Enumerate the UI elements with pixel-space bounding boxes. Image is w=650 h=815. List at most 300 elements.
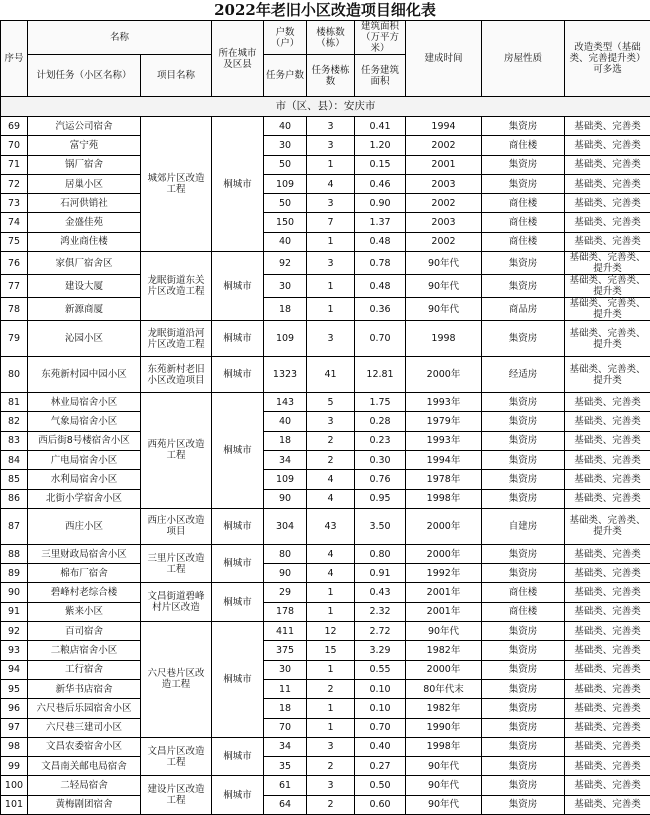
- nature-cell: 集资房: [482, 622, 565, 641]
- area-cell: 0.78: [355, 252, 406, 275]
- city-cell: 桐城市: [212, 393, 264, 509]
- city-row: 市（区、县）：安庆市: [1, 97, 650, 117]
- households-cell: 143: [264, 393, 307, 412]
- nature-cell: 商住楼: [482, 213, 565, 232]
- seq-cell: 81: [1, 393, 28, 412]
- table-row: [1, 660, 650, 679]
- households-cell: 1323: [264, 357, 307, 393]
- table-row: [1, 757, 650, 776]
- project-cell: 三里片区改造工程: [141, 544, 212, 583]
- name-cell: 林业局宿舍小区: [28, 393, 141, 412]
- table-row: [1, 232, 650, 251]
- year-cell: 2000年: [406, 544, 482, 563]
- name-cell: 西后街8号楼宿舍小区: [28, 431, 141, 450]
- year-cell: 1994: [406, 117, 482, 136]
- households-cell: 109: [264, 470, 307, 489]
- type-cell: 基础类、完善类: [565, 737, 650, 756]
- name-cell: 鸿业商住楼: [28, 232, 141, 251]
- households-cell: 30: [264, 136, 307, 155]
- table-row: [1, 194, 650, 213]
- households-cell: 70: [264, 718, 307, 737]
- name-cell: 紫来小区: [28, 602, 141, 621]
- buildings-cell: 3: [307, 194, 355, 213]
- city-cell: 桐城市: [212, 117, 264, 252]
- households-cell: 64: [264, 795, 307, 814]
- buildings-cell: 4: [307, 544, 355, 563]
- households-cell: 30: [264, 275, 307, 298]
- table-row: [1, 776, 650, 795]
- header-year: 建成时间: [406, 21, 482, 97]
- name-cell: 六尺巷三建司小区: [28, 718, 141, 737]
- project-cell: 龙眠街道沿河片区改造工程: [141, 321, 212, 357]
- type-cell: 基础类、完善类: [565, 699, 650, 718]
- households-cell: 35: [264, 757, 307, 776]
- nature-cell: 集资房: [482, 275, 565, 298]
- nature-cell: 自建房: [482, 508, 565, 544]
- area-cell: 3.50: [355, 508, 406, 544]
- buildings-cell: 5: [307, 393, 355, 412]
- name-cell: 二粮店宿舍小区: [28, 641, 141, 660]
- buildings-cell: 1: [307, 232, 355, 251]
- buildings-cell: 2: [307, 795, 355, 814]
- year-cell: 2002: [406, 136, 482, 155]
- buildings-cell: 2: [307, 431, 355, 450]
- households-cell: 304: [264, 508, 307, 544]
- project-cell: 六尺巷片区改造工程: [141, 622, 212, 738]
- table-row: [1, 321, 650, 357]
- seq-cell: 93: [1, 641, 28, 660]
- name-cell: 金盛佳苑: [28, 213, 141, 232]
- city-cell: 桐城市: [212, 776, 264, 815]
- type-cell: 基础类、完善类: [565, 795, 650, 814]
- name-cell: 碧峰村老综合楼: [28, 583, 141, 602]
- table-row: [1, 136, 650, 155]
- area-cell: 1.75: [355, 393, 406, 412]
- year-cell: 90年代: [406, 795, 482, 814]
- header-name: 名称: [28, 21, 212, 55]
- nature-cell: 集资房: [482, 718, 565, 737]
- project-cell: 东苑新村老旧小区改造项目: [141, 357, 212, 393]
- area-cell: 2.32: [355, 602, 406, 621]
- area-cell: 0.23: [355, 431, 406, 450]
- table-row: [1, 431, 650, 450]
- nature-cell: 集资房: [482, 252, 565, 275]
- nature-cell: 集资房: [482, 174, 565, 193]
- city-cell: 桐城市: [212, 583, 264, 622]
- seq-cell: 94: [1, 660, 28, 679]
- buildings-cell: 3: [307, 737, 355, 756]
- table-row: [1, 393, 650, 412]
- type-cell: 基础类、完善类: [565, 602, 650, 621]
- buildings-cell: 15: [307, 641, 355, 660]
- table-row: [1, 275, 650, 298]
- year-cell: 1998: [406, 321, 482, 357]
- nature-cell: 商品房: [482, 298, 565, 321]
- households-cell: 61: [264, 776, 307, 795]
- buildings-cell: 4: [307, 564, 355, 583]
- year-cell: 1994年: [406, 450, 482, 469]
- nature-cell: 商住楼: [482, 232, 565, 251]
- header-plan-task: 计划任务（小区名称）: [28, 55, 141, 97]
- type-cell: 基础类、完善类: [565, 136, 650, 155]
- name-cell: 二轻局宿舍: [28, 776, 141, 795]
- households-cell: 50: [264, 194, 307, 213]
- seq-cell: 70: [1, 136, 28, 155]
- nature-cell: 集资房: [482, 117, 565, 136]
- table-row: [1, 679, 650, 698]
- households-cell: 34: [264, 450, 307, 469]
- buildings-cell: 1: [307, 275, 355, 298]
- seq-cell: 100: [1, 776, 28, 795]
- header-households-task: 任务户数: [264, 55, 307, 97]
- seq-cell: 95: [1, 679, 28, 698]
- project-cell: 西苑片区改造工程: [141, 393, 212, 509]
- households-cell: 40: [264, 412, 307, 431]
- area-cell: 0.10: [355, 699, 406, 718]
- area-cell: 0.10: [355, 679, 406, 698]
- table-row: [1, 412, 650, 431]
- nature-cell: 集资房: [482, 412, 565, 431]
- year-cell: 2000年: [406, 357, 482, 393]
- buildings-cell: 1: [307, 155, 355, 174]
- households-cell: 18: [264, 699, 307, 718]
- type-cell: 基础类、完善类: [565, 431, 650, 450]
- type-cell: 基础类、完善类、提升类: [565, 252, 650, 275]
- city-cell: 桐城市: [212, 622, 264, 738]
- year-cell: 2002: [406, 194, 482, 213]
- city-cell: 桐城市: [212, 252, 264, 321]
- buildings-cell: 4: [307, 470, 355, 489]
- buildings-cell: 1: [307, 298, 355, 321]
- project-cell: 龙眠街道东关片区改造工程: [141, 252, 212, 321]
- project-cell: 西庄小区改造项目: [141, 508, 212, 544]
- year-cell: 2002: [406, 232, 482, 251]
- seq-cell: 80: [1, 357, 28, 393]
- type-cell: 基础类、完善类、提升类: [565, 508, 650, 544]
- buildings-cell: 3: [307, 252, 355, 275]
- type-cell: 基础类、完善类、提升类: [565, 321, 650, 357]
- area-cell: 0.48: [355, 232, 406, 251]
- table-row: [1, 298, 650, 321]
- type-cell: 基础类、完善类: [565, 155, 650, 174]
- name-cell: 家俱厂宿舍区: [28, 252, 141, 275]
- name-cell: 广电局宿舍小区: [28, 450, 141, 469]
- type-cell: 基础类、完善类、提升类: [565, 298, 650, 321]
- city-cell: 桐城市: [212, 544, 264, 583]
- seq-cell: 91: [1, 602, 28, 621]
- type-cell: 基础类、完善类: [565, 489, 650, 508]
- city-cell: 桐城市: [212, 357, 264, 393]
- seq-cell: 69: [1, 117, 28, 136]
- households-cell: 150: [264, 213, 307, 232]
- area-cell: 3.29: [355, 641, 406, 660]
- type-cell: 基础类、完善类: [565, 660, 650, 679]
- table-row: [1, 718, 650, 737]
- city-cell: 桐城市: [212, 321, 264, 357]
- table-body: [1, 97, 650, 815]
- type-cell: 基础类、完善类: [565, 213, 650, 232]
- table-row: [1, 508, 650, 544]
- name-cell: 新源商厦: [28, 298, 141, 321]
- year-cell: 2003: [406, 213, 482, 232]
- year-cell: 90年代: [406, 622, 482, 641]
- area-cell: 0.30: [355, 450, 406, 469]
- households-cell: 178: [264, 602, 307, 621]
- table-row: [1, 117, 650, 136]
- year-cell: 1982年: [406, 641, 482, 660]
- area-cell: 0.43: [355, 583, 406, 602]
- nature-cell: 商住楼: [482, 194, 565, 213]
- name-cell: 富宁苑: [28, 136, 141, 155]
- type-cell: 基础类、完善类: [565, 117, 650, 136]
- city-cell: 桐城市: [212, 508, 264, 544]
- type-cell: 基础类、完善类: [565, 622, 650, 641]
- seq-cell: 73: [1, 194, 28, 213]
- households-cell: 50: [264, 155, 307, 174]
- area-cell: 0.60: [355, 795, 406, 814]
- seq-cell: 75: [1, 232, 28, 251]
- seq-cell: 72: [1, 174, 28, 193]
- buildings-cell: 43: [307, 508, 355, 544]
- year-cell: 2001年: [406, 583, 482, 602]
- table-row: [1, 213, 650, 232]
- buildings-cell: 3: [307, 321, 355, 357]
- buildings-cell: 1: [307, 660, 355, 679]
- households-cell: 40: [264, 117, 307, 136]
- area-cell: 0.50: [355, 776, 406, 795]
- area-cell: 0.36: [355, 298, 406, 321]
- table-row: [1, 737, 650, 756]
- buildings-cell: 1: [307, 583, 355, 602]
- renovation-table: [0, 20, 650, 815]
- name-cell: 三里财政局宿舍小区: [28, 544, 141, 563]
- type-cell: 基础类、完善类: [565, 194, 650, 213]
- type-cell: 基础类、完善类: [565, 583, 650, 602]
- nature-cell: 商住楼: [482, 602, 565, 621]
- name-cell: 文昌农委宿舍小区: [28, 737, 141, 756]
- seq-cell: 90: [1, 583, 28, 602]
- year-cell: 2003: [406, 174, 482, 193]
- seq-cell: 96: [1, 699, 28, 718]
- seq-cell: 82: [1, 412, 28, 431]
- buildings-cell: 4: [307, 489, 355, 508]
- name-cell: 北街小学宿舍小区: [28, 489, 141, 508]
- name-cell: 西庄小区: [28, 508, 141, 544]
- buildings-cell: 3: [307, 776, 355, 795]
- buildings-cell: 1: [307, 602, 355, 621]
- project-cell: 文昌片区改造工程: [141, 737, 212, 776]
- year-cell: 90年代: [406, 275, 482, 298]
- buildings-cell: 4: [307, 174, 355, 193]
- nature-cell: 集资房: [482, 564, 565, 583]
- households-cell: 109: [264, 174, 307, 193]
- year-cell: 1979年: [406, 412, 482, 431]
- households-cell: 90: [264, 564, 307, 583]
- seq-cell: 77: [1, 275, 28, 298]
- name-cell: 石河供销社: [28, 194, 141, 213]
- year-cell: 1993年: [406, 393, 482, 412]
- nature-cell: 集资房: [482, 431, 565, 450]
- type-cell: 基础类、完善类: [565, 393, 650, 412]
- buildings-cell: 3: [307, 412, 355, 431]
- area-cell: 0.95: [355, 489, 406, 508]
- buildings-cell: 2: [307, 679, 355, 698]
- area-cell: 1.37: [355, 213, 406, 232]
- name-cell: 百司宿舍: [28, 622, 141, 641]
- seq-cell: 88: [1, 544, 28, 563]
- nature-cell: 经适房: [482, 357, 565, 393]
- households-cell: 90: [264, 489, 307, 508]
- nature-cell: 集资房: [482, 757, 565, 776]
- area-cell: 0.70: [355, 718, 406, 737]
- header-households: 户数（户）: [264, 21, 307, 55]
- seq-cell: 92: [1, 622, 28, 641]
- area-cell: 2.72: [355, 622, 406, 641]
- type-cell: 基础类、完善类: [565, 776, 650, 795]
- project-cell: 建设片区改造工程: [141, 776, 212, 815]
- seq-cell: 84: [1, 450, 28, 469]
- seq-cell: 87: [1, 508, 28, 544]
- area-cell: 0.76: [355, 470, 406, 489]
- year-cell: 80年代末: [406, 679, 482, 698]
- year-cell: 2001年: [406, 602, 482, 621]
- area-cell: 0.40: [355, 737, 406, 756]
- type-cell: 基础类、完善类: [565, 232, 650, 251]
- header-nature: 房屋性质: [482, 21, 565, 97]
- households-cell: 34: [264, 737, 307, 756]
- area-cell: 0.91: [355, 564, 406, 583]
- table-row: [1, 470, 650, 489]
- year-cell: 2000年: [406, 660, 482, 679]
- seq-cell: 97: [1, 718, 28, 737]
- name-cell: 工行宿舍: [28, 660, 141, 679]
- header-area-task: 任务建筑面积: [355, 55, 406, 97]
- type-cell: 基础类、完善类: [565, 641, 650, 660]
- nature-cell: 集资房: [482, 776, 565, 795]
- buildings-cell: 3: [307, 136, 355, 155]
- name-cell: 气象局宿舍小区: [28, 412, 141, 431]
- header-seq: 序号: [1, 21, 28, 97]
- year-cell: 90年代: [406, 298, 482, 321]
- table-row: [1, 174, 650, 193]
- seq-cell: 89: [1, 564, 28, 583]
- area-cell: 12.81: [355, 357, 406, 393]
- header-city-county: 所在城市及区县: [212, 21, 264, 97]
- table-row: [1, 489, 650, 508]
- households-cell: 11: [264, 679, 307, 698]
- seq-cell: 76: [1, 252, 28, 275]
- type-cell: 基础类、完善类: [565, 470, 650, 489]
- nature-cell: 集资房: [482, 699, 565, 718]
- year-cell: 90年代: [406, 757, 482, 776]
- seq-cell: 101: [1, 795, 28, 814]
- year-cell: 1998年: [406, 737, 482, 756]
- area-cell: 0.41: [355, 117, 406, 136]
- seq-cell: 86: [1, 489, 28, 508]
- table-row: [1, 544, 650, 563]
- buildings-cell: 41: [307, 357, 355, 393]
- table-row: [1, 155, 650, 174]
- seq-cell: 78: [1, 298, 28, 321]
- buildings-cell: 2: [307, 757, 355, 776]
- area-cell: 0.80: [355, 544, 406, 563]
- households-cell: 18: [264, 431, 307, 450]
- table-row: [1, 252, 650, 275]
- header-project-name: 项目名称: [141, 55, 212, 97]
- households-cell: 29: [264, 583, 307, 602]
- project-cell: 城郊片区改造工程: [141, 117, 212, 252]
- households-cell: 411: [264, 622, 307, 641]
- area-cell: 1.20: [355, 136, 406, 155]
- name-cell: 棉布厂宿舍: [28, 564, 141, 583]
- name-cell: 东苑新村园中园小区: [28, 357, 141, 393]
- households-cell: 40: [264, 232, 307, 251]
- nature-cell: 商住楼: [482, 136, 565, 155]
- table-header: [1, 21, 650, 97]
- seq-cell: 83: [1, 431, 28, 450]
- name-cell: 水利局宿舍小区: [28, 470, 141, 489]
- header-type: 改造类型（基础类、完善提升类）可多选: [565, 21, 650, 97]
- nature-cell: 集资房: [482, 795, 565, 814]
- area-cell: 0.90: [355, 194, 406, 213]
- name-cell: 文昌南关邮电局宿舍: [28, 757, 141, 776]
- nature-cell: 集资房: [482, 489, 565, 508]
- buildings-cell: 2: [307, 450, 355, 469]
- city-cell: 桐城市: [212, 737, 264, 776]
- type-cell: 基础类、完善类: [565, 757, 650, 776]
- year-cell: 1993年: [406, 431, 482, 450]
- households-cell: 80: [264, 544, 307, 563]
- area-cell: 0.55: [355, 660, 406, 679]
- households-cell: 18: [264, 298, 307, 321]
- table-row: [1, 622, 650, 641]
- type-cell: 基础类、完善类、提升类: [565, 357, 650, 393]
- project-cell: 文昌街道碧峰村片区改造: [141, 583, 212, 622]
- page-title: 2022年老旧小区改造项目细化表: [0, 0, 650, 20]
- seq-cell: 85: [1, 470, 28, 489]
- buildings-cell: 3: [307, 117, 355, 136]
- name-cell: 锅厂宿舍: [28, 155, 141, 174]
- table-row: [1, 564, 650, 583]
- year-cell: 1978年: [406, 470, 482, 489]
- buildings-cell: 7: [307, 213, 355, 232]
- year-cell: 1990年: [406, 718, 482, 737]
- type-cell: 基础类、完善类: [565, 544, 650, 563]
- area-cell: 0.28: [355, 412, 406, 431]
- households-cell: 92: [264, 252, 307, 275]
- households-cell: 109: [264, 321, 307, 357]
- year-cell: 2001: [406, 155, 482, 174]
- table-row: [1, 795, 650, 814]
- nature-cell: 集资房: [482, 155, 565, 174]
- area-cell: 0.70: [355, 321, 406, 357]
- year-cell: 1998年: [406, 489, 482, 508]
- area-cell: 0.48: [355, 275, 406, 298]
- type-cell: 基础类、完善类: [565, 450, 650, 469]
- header-area: 建筑面积（万平方米）: [355, 21, 406, 55]
- table-row: [1, 357, 650, 393]
- nature-cell: 集资房: [482, 450, 565, 469]
- buildings-cell: 1: [307, 699, 355, 718]
- type-cell: 基础类、完善类、提升类: [565, 275, 650, 298]
- year-cell: 90年代: [406, 252, 482, 275]
- table-row: [1, 602, 650, 621]
- table-row: [1, 641, 650, 660]
- type-cell: 基础类、完善类: [565, 564, 650, 583]
- area-cell: 0.15: [355, 155, 406, 174]
- seq-cell: 99: [1, 757, 28, 776]
- name-cell: 黄梅剧团宿舍: [28, 795, 141, 814]
